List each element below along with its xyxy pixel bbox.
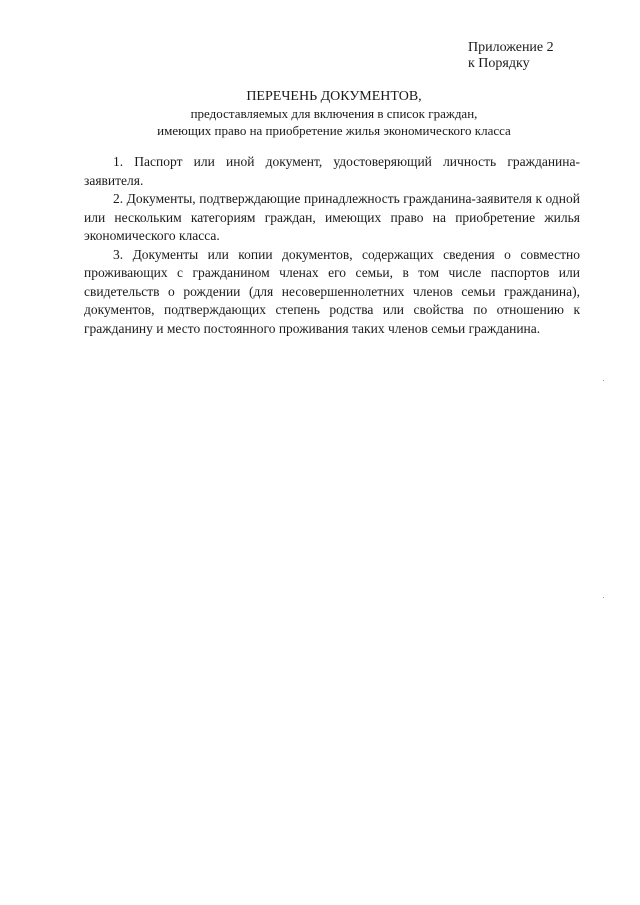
list-item: 3. Документы или копии документов, содержащих сведения о совместно проживающих с гражданином членах его семьи, в том числе паспортов или свидетельств о рождении (для несовершеннолетних членов семьи гражданина), документов, подтверждающих степень родства или свойства по отношению к гражданину и место постоянного проживания таких членов семьи гражданина.: [84, 246, 580, 336]
appendix-target: к Порядку: [468, 56, 530, 71]
scan-speck: [603, 380, 604, 381]
document-subtitle-line-1: предоставляемых для включения в список граждан,: [190, 106, 478, 121]
document-list: [84, 153, 580, 338]
document-subtitle-line-2: имеющих право на приобретение жилья экономического класса: [157, 123, 511, 138]
document-title: ПЕРЕЧЕНЬ ДОКУМЕНТОВ,: [246, 89, 422, 104]
appendix-reference: [468, 40, 618, 72]
document-title-block: [84, 88, 584, 139]
list-item: 1. Паспорт или иной документ, удостоверяющий личность гражданина-заявителя.: [84, 154, 580, 188]
scan-speck: [603, 597, 604, 598]
appendix-number: Приложение 2: [468, 40, 554, 55]
list-item: 2. Документы, подтверждающие принадлежность гражданина-заявителя к одной или нескольким категориям граждан, имеющих право на приобретение жилья экономического класса.: [84, 191, 580, 243]
